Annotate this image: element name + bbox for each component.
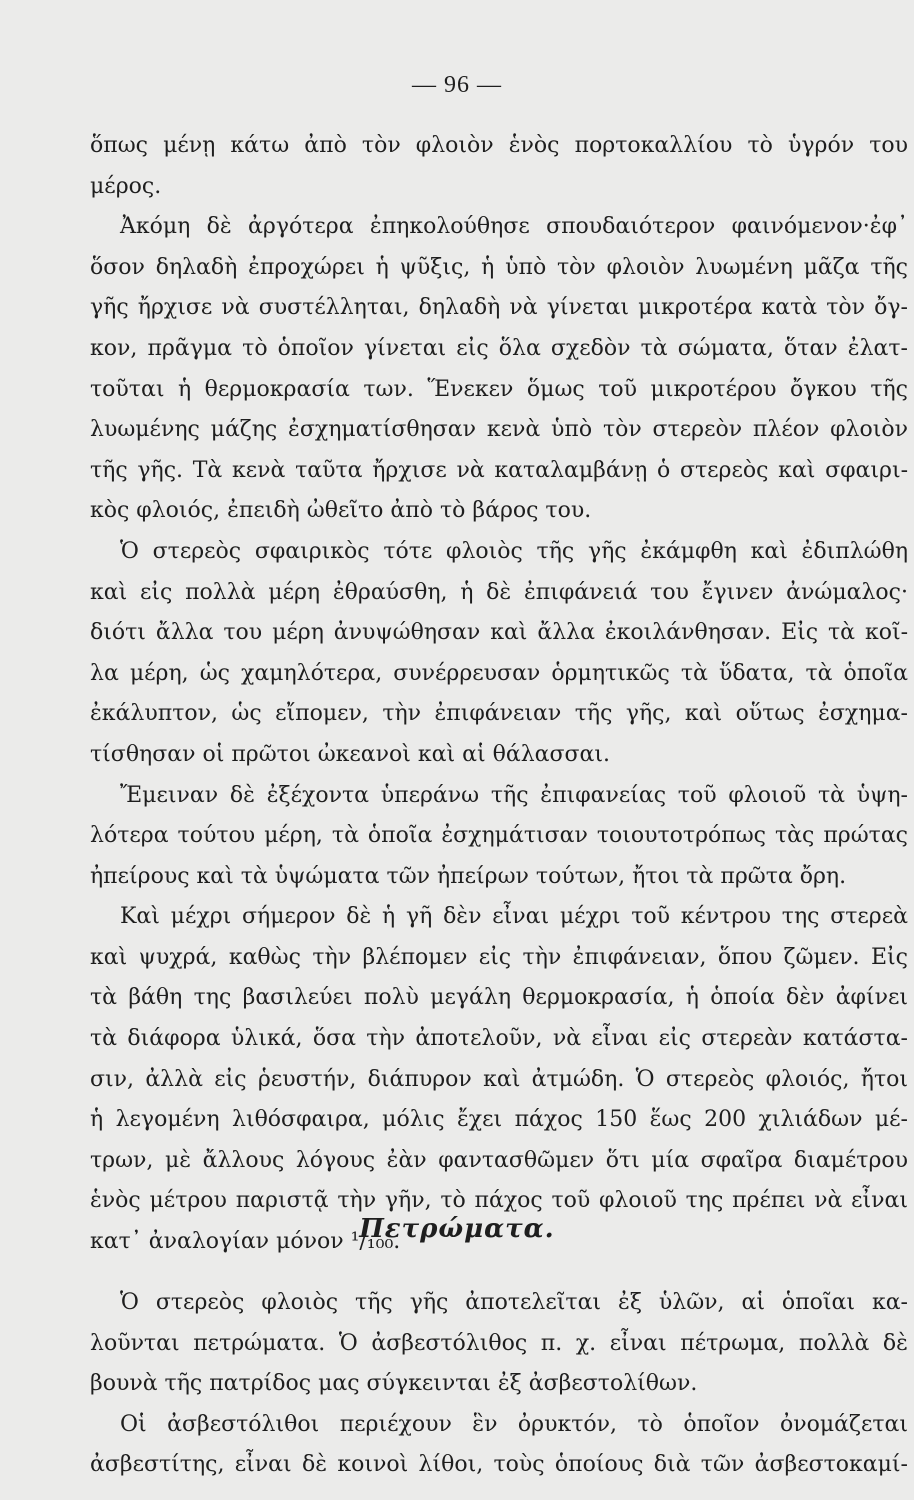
text-line: Ἔμειναν δὲ ἐξέχοντα ὑπεράνω τῆς ἐπιφανείας τοῦ φλοιοῦ τὰ ὑψη- bbox=[120, 782, 908, 808]
text-line: ἀσβεστίτης, εἶναι δὲ κοινοὶ λίθοι, τοὺς ὁποίους διὰ τῶν ἀσβεστοκαμί- bbox=[90, 1452, 908, 1478]
text-line: λυωμένης μάζης ἐσχηματίσθησαν κενὰ ὑπὸ τὸν στερεὸν πλέον φλοιὸν bbox=[90, 417, 908, 443]
text-line: τρων, μὲ ἄλλους λόγους ἐὰν φαντασθῶμεν ὅτι μία σφαῖρα διαμέτρου bbox=[90, 1147, 908, 1173]
text-line: κὸς φλοιός, ἐπειδὴ ὠθεῖτο ἀπὸ τὸ βάρος του. bbox=[90, 498, 592, 524]
text-line: τοῦται ἡ θερμοκρασία των. Ἕνεκεν ὅμως τοῦ μικροτέρου ὄγκου τῆς bbox=[90, 376, 908, 402]
text-line: βουνὰ τῆς πατρίδος μας σύγκεινται ἐξ ἀσβεστολίθων. bbox=[90, 1371, 698, 1397]
text-line: τὰ διάφορα ὑλικά, ὅσα τὴν ἀποτελοῦν, νὰ εἶναι εἰς στερεὰν κατάστα- bbox=[90, 1026, 908, 1052]
body-text-section bbox=[90, 1283, 908, 1486]
section-heading: Πετρώματα. bbox=[359, 1214, 555, 1244]
text-line: ἠπείρους καὶ τὰ ὑψώματα τῶν ἠπείρων τούτων, ἤτοι τὰ πρῶτα ὄρη. bbox=[90, 863, 847, 889]
text-line: τὰ βάθη της βασιλεύει πολὺ μεγάλη θερμοκρασία, ἡ ὁποία δὲν ἀφίνει bbox=[90, 985, 908, 1011]
text-line: καὶ ψυχρά, καθὼς τὴν βλέπομεν εἰς τὴν ἐπιφάνειαν, ὅπου ζῶμεν. Εἰς bbox=[90, 944, 908, 970]
text-line: ἑνὸς μέτρου παριστᾷ τὴν γῆν, τὸ πάχος τοῦ φλοιοῦ της πρέπει νὰ εἶναι bbox=[90, 1188, 908, 1214]
text-line: ὅπως μένῃ κάτω ἀπὸ τὸν φλοιὸν ἑνὸς πορτοκαλλίου τὸ ὑγρόν του bbox=[90, 133, 908, 158]
text-line: Ὁ στερεὸς σφαιρικὸς τότε φλοιὸς τῆς γῆς ἐκάμφθη καὶ ἐδιπλώθη bbox=[120, 538, 908, 564]
text-line: ὅσον δηλαδὴ ἐπροχώρει ἡ ψῦξις, ἡ ὑπὸ τὸν φλοιὸν λυωμένη μᾶζα τῆς bbox=[90, 254, 908, 280]
text-line: τίσθησαν οἱ πρῶτοι ὠκεανοὶ καὶ αἱ θάλασσαι. bbox=[90, 741, 611, 767]
text-line: Ὁ στερεὸς φλοιὸς τῆς γῆς ἀποτελεῖται ἐξ ὑλῶν, αἱ ὁποῖαι κα- bbox=[120, 1290, 908, 1315]
text-line: ἡ λεγομένη λιθόσφαιρα, μόλις ἔχει πάχος 150 ἕως 200 χιλιάδων μέ- bbox=[90, 1107, 908, 1133]
text-line: κον, πρᾶγμα τὸ ὁποῖον γίνεται εἰς ὅλα σχεδὸν τὰ σώματα, ὅταν ἐλατ- bbox=[90, 335, 908, 361]
text-line: γῆς ἤρχισε νὰ συστέλληται, δηλαδὴ νὰ γίνεται μικροτέρα κατὰ τὸν ὄγ- bbox=[90, 295, 908, 321]
text-line: διότι ἄλλα του μέρη ἀνυψώθησαν καὶ ἄλλα ἐκοιλάνθησαν. Εἰς τὰ κοῖ- bbox=[90, 620, 908, 646]
page-number: — 96 — bbox=[412, 72, 502, 98]
text-line: σιν, ἀλλὰ εἰς ῥευστήν, διάπυρον καὶ ἀτμώδη. Ὁ στερεὸς φλοιός, ἤτοι bbox=[90, 1066, 908, 1092]
text-line: λα μέρη, ὡς χαμηλότερα, συνέρρευσαν ὁρμητικῶς τὰ ὕδατα, τὰ ὁποῖα bbox=[90, 660, 908, 686]
text-line: Καὶ μέχρι σήμερον δὲ ἡ γῆ δὲν εἶναι μέχρι τοῦ κέντρου της στερεὰ bbox=[120, 904, 908, 930]
text-line: μέρος. bbox=[90, 173, 162, 199]
text-line: καὶ εἰς πολλὰ μέρη ἐθραύσθη, ἡ δὲ ἐπιφάνειά του ἔγινεν ἀνώμαλος· bbox=[90, 579, 908, 605]
text-line: λότερα τούτου μέρη, τὰ ὁποῖα ἐσχημάτισαν τοιουτοτρόπως τὰς πρώτας bbox=[90, 823, 908, 849]
text-line: Οἱ ἀσβεστόλιθοι περιέχουν ἓν ὀρυκτόν, τὸ ὁποῖον ὀνομάζεται bbox=[120, 1411, 908, 1437]
text-line: τῆς γῆς. Τὰ κενὰ ταῦτα ἤρχισε νὰ καταλαμβάνῃ ὁ στερεὸς καὶ σφαιρι- bbox=[90, 457, 908, 483]
text-line: κατ᾽ ἀναλογίαν μόνον ¹/₁₀₀. bbox=[90, 1229, 401, 1255]
text-line: λοῦνται πετρώματα. Ὁ ἀσβεστόλιθος π. χ. εἶναι πέτρωμα, πολλὰ δὲ bbox=[90, 1330, 908, 1356]
text-line: ἐκάλυπτον, ὡς εἴπομεν, τὴν ἐπιφάνειαν τῆς γῆς, καὶ οὕτως ἐσχημα- bbox=[90, 701, 908, 727]
text-line: Ἀκόμη δὲ ἀργότερα ἐπηκολούθησε σπουδαιότερον φαινόμενον·ἐφ᾽ bbox=[120, 214, 908, 240]
body-text-main bbox=[90, 126, 908, 1263]
